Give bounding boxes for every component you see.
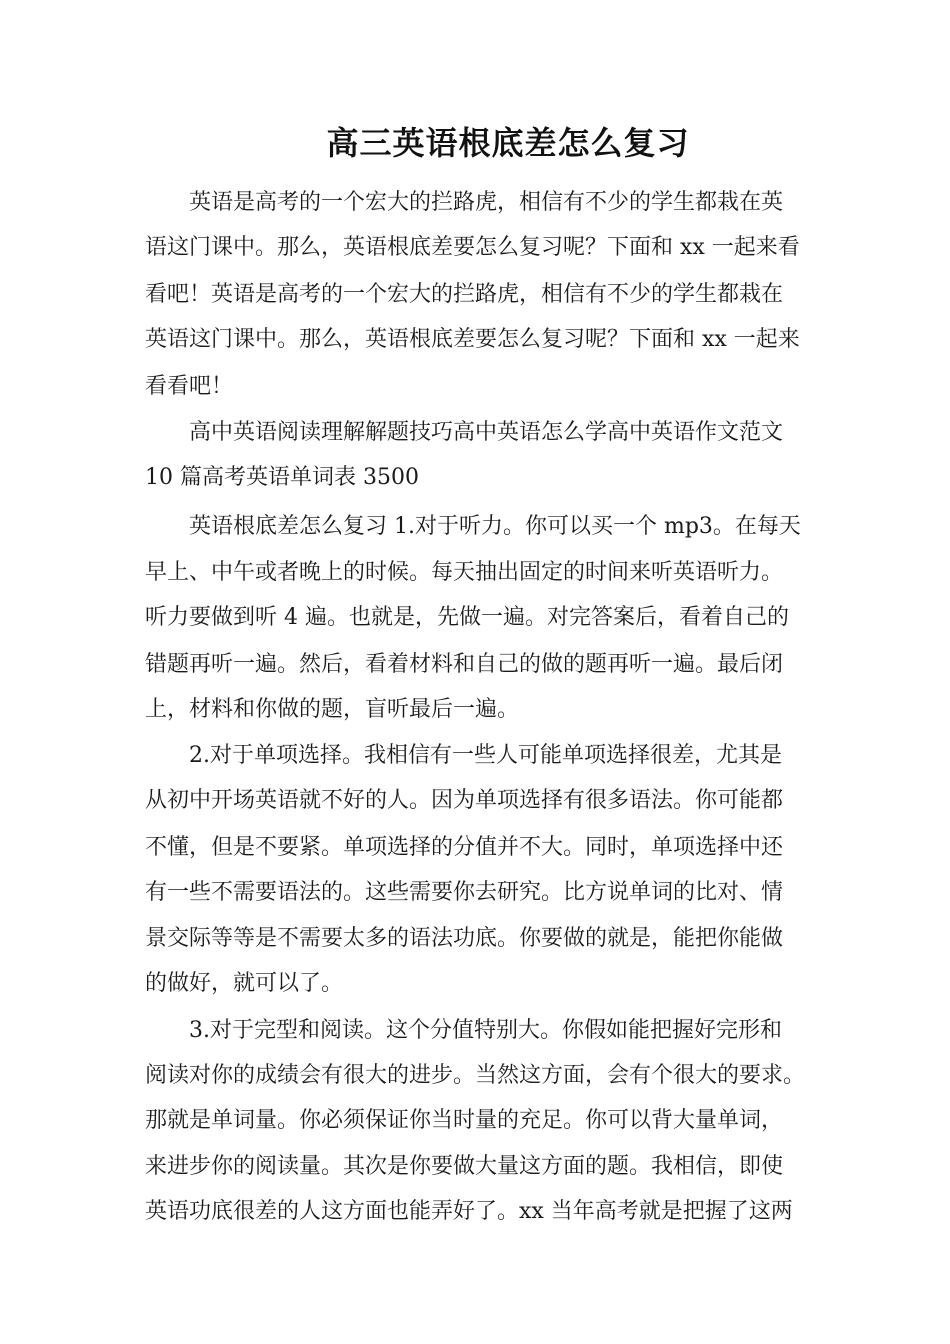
paragraph-line: 3.对于完型和阅读。这个分值特别大。你假如能把握好完形和: [189, 1018, 782, 1043]
paragraph-line: 英语根底差怎么复习 1.对于听力。你可以买一个 mp3。在每天: [189, 514, 801, 539]
paragraph-line: 的做好，就可以了。: [145, 971, 344, 996]
paragraph-line: 看吧！英语是高考的一个宏大的拦路虎，相信有不少的学生都栽在: [145, 282, 784, 307]
paragraph-line: 那就是单词量。你必须保证你当时量的充足。你可以背大量单词，: [145, 1108, 784, 1133]
paragraph-line: 错题再听一遍。然后，看着材料和自己的做的题再听一遍。最后闭: [145, 652, 784, 677]
paragraph-line: 英语功底很差的人这方面也能弄好了。xx 当年高考就是把握了这两: [145, 1199, 793, 1224]
paragraph-line: 不懂，但是不要紧。单项选择的分值并不大。同时，单项选择中还: [145, 835, 784, 860]
paragraph-line: 早上、中午或者晚上的时候。每天抽出固定的时间来听英语听力。: [145, 560, 784, 585]
paragraph-line: 听力要做到听 4 遍。也就是，先做一遍。对完答案后，看着自己的: [145, 605, 789, 630]
paragraph-line: 来进步你的阅读量。其次是你要做大量这方面的题。我相信，即使: [145, 1154, 784, 1179]
paragraph-line: 英语这门课中。那么，英语根底差要怎么复习呢？下面和 xx 一起来: [145, 327, 800, 352]
paragraph-line: 看看吧！: [145, 374, 234, 399]
document-title: 高三英语根底差怎么复习: [326, 124, 690, 162]
paragraph-line: 高中英语阅读理解解题技巧高中英语怎么学高中英语作文范文: [189, 420, 784, 445]
paragraph-line: 语这门课中。那么，英语根底差要怎么复习呢？下面和 xx 一起来看: [145, 235, 800, 260]
paragraph-line: 景交际等等是不需要太多的语法功底。你要做的就是，能把你能做: [145, 926, 784, 951]
paragraph-line: 2.对于单项选择。我相信有一些人可能单项选择很差，尤其是: [189, 743, 782, 768]
paragraph-line: 英语是高考的一个宏大的拦路虎，相信有不少的学生都栽在英: [189, 190, 784, 215]
paragraph-line: 从初中开场英语就不好的人。因为单项选择有很多语法。你可能都: [145, 788, 784, 813]
paragraph-line: 上，材料和你做的题，盲听最后一遍。: [145, 697, 520, 722]
paragraph-line: 阅读对你的成绩会有很大的进步。当然这方面，会有个很大的要求。: [145, 1063, 806, 1088]
paragraph-line: 有一些不需要语法的。这些需要你去研究。比方说单词的比对、情: [145, 880, 784, 905]
paragraph-line: 10 篇高考英语单词表 3500: [145, 465, 419, 490]
